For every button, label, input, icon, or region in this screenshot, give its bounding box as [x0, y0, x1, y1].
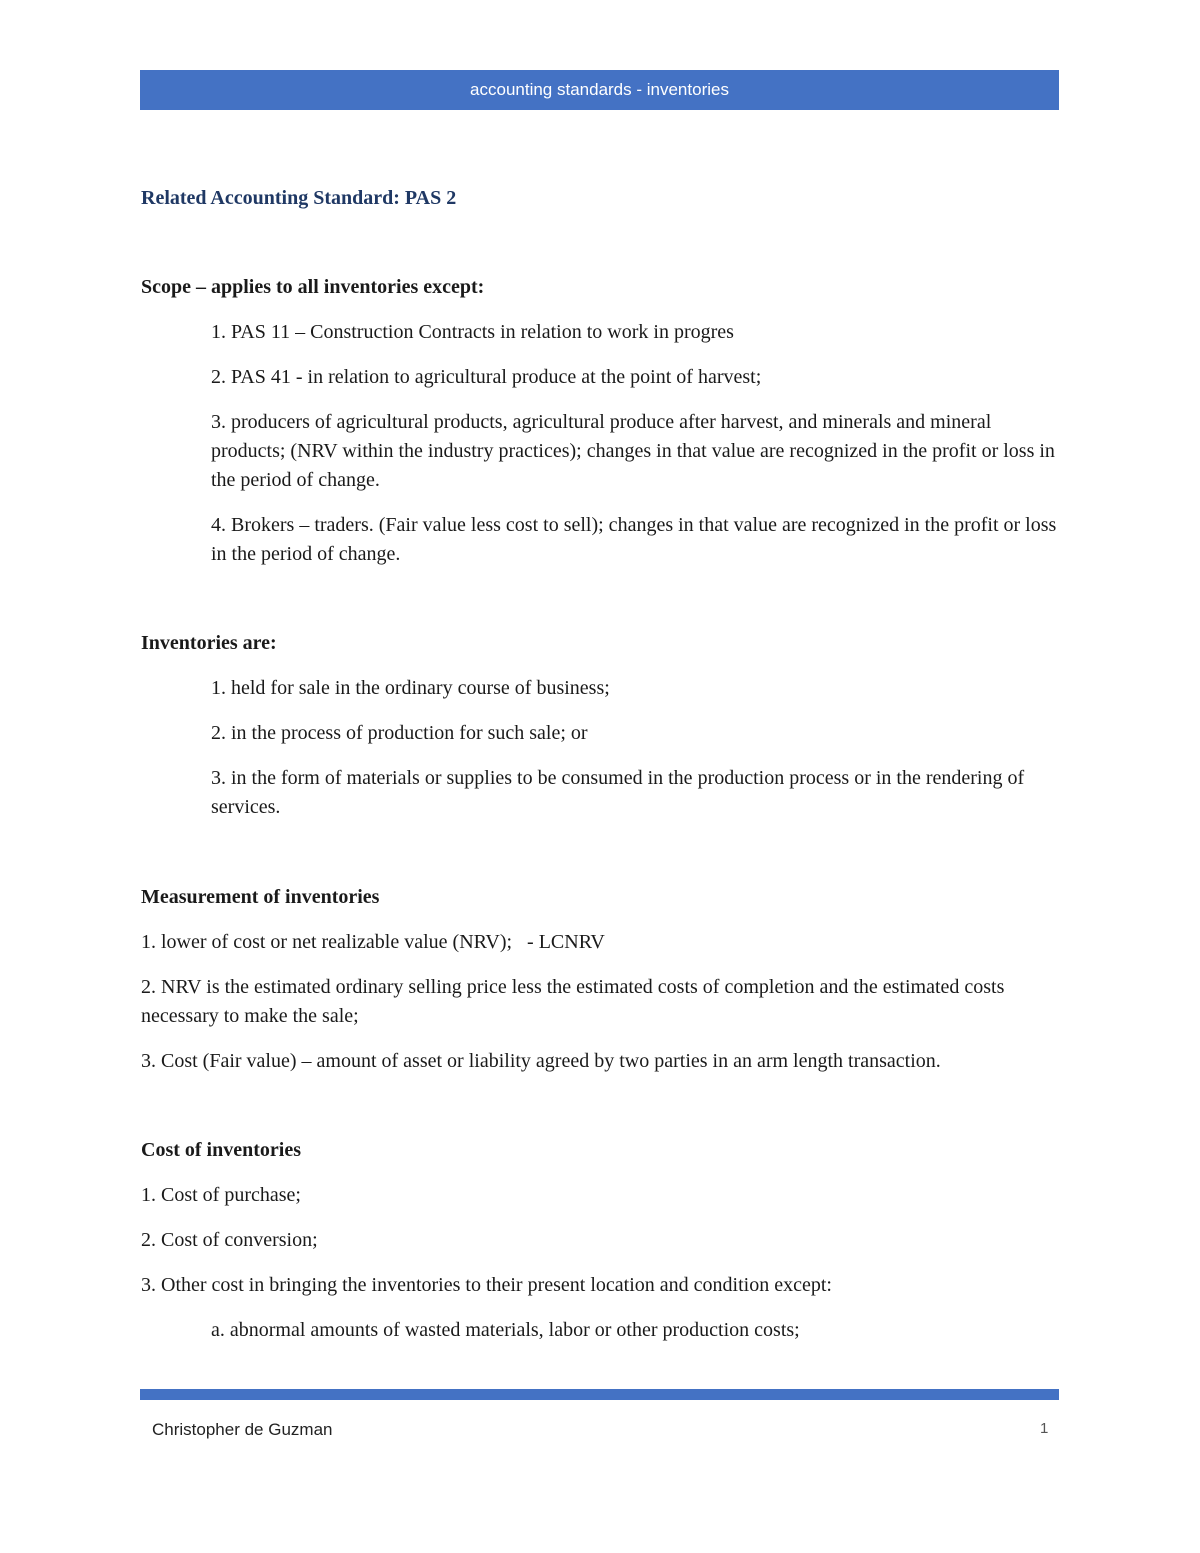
page-number: 1 — [1040, 1420, 1049, 1437]
measurement-item-2: 2. NRV is the estimated ordinary selling price less the estimated costs of completion and the estimated costs necessary to make the sale; — [141, 976, 1005, 1027]
cost-item-2: 2. Cost of conversion; — [141, 1229, 318, 1251]
measurement-item-1: 1. lower of cost or net realizable value (NRV); - LCNRV — [141, 931, 605, 953]
cost-item-3: 3. Other cost in bringing the inventories to their present location and condition except: — [141, 1274, 832, 1296]
footer-rule — [140, 1389, 1059, 1400]
scope-heading: Scope – applies to all inventories except: — [141, 276, 485, 298]
cost-sub-item-a: a. abnormal amounts of wasted materials, labor or other production costs; — [211, 1319, 800, 1341]
measurement-heading: Measurement of inventories — [141, 886, 380, 908]
scope-item-3: 3. producers of agricultural products, agricultural produce after harvest, and minerals and mineral products; (NRV within the industry practices); changes in that value are recognized in the profit or loss in the period of change. — [211, 411, 1055, 491]
inventories-item-1: 1. held for sale in the ordinary course of business; — [211, 677, 610, 699]
doc-title: Related Accounting Standard: PAS 2 — [141, 187, 457, 209]
cost-item-1: 1. Cost of purchase; — [141, 1184, 301, 1206]
header-title: accounting standards - inventories — [470, 80, 729, 99]
page-header — [140, 70, 1059, 110]
document-body — [141, 184, 1059, 1345]
inventories-item-2: 2. in the process of production for such sale; or — [211, 722, 588, 744]
measurement-item-3: 3. Cost (Fair value) – amount of asset or liability agreed by two parties in an arm length transaction. — [141, 1050, 941, 1072]
scope-item-1: 1. PAS 11 – Construction Contracts in relation to work in progres — [211, 321, 734, 343]
cost-heading: Cost of inventories — [141, 1139, 301, 1161]
inventories-item-3: 3. in the form of materials or supplies to be consumed in the production process or in the rendering of services. — [211, 767, 1025, 818]
inventories-heading: Inventories are: — [141, 632, 277, 654]
scope-item-4: 4. Brokers – traders. (Fair value less cost to sell); changes in that value are recognized in the profit or loss in the period of change. — [211, 514, 1057, 565]
scope-item-2: 2. PAS 41 - in relation to agricultural produce at the point of harvest; — [211, 366, 762, 388]
footer-author: Christopher de Guzman — [152, 1420, 333, 1439]
